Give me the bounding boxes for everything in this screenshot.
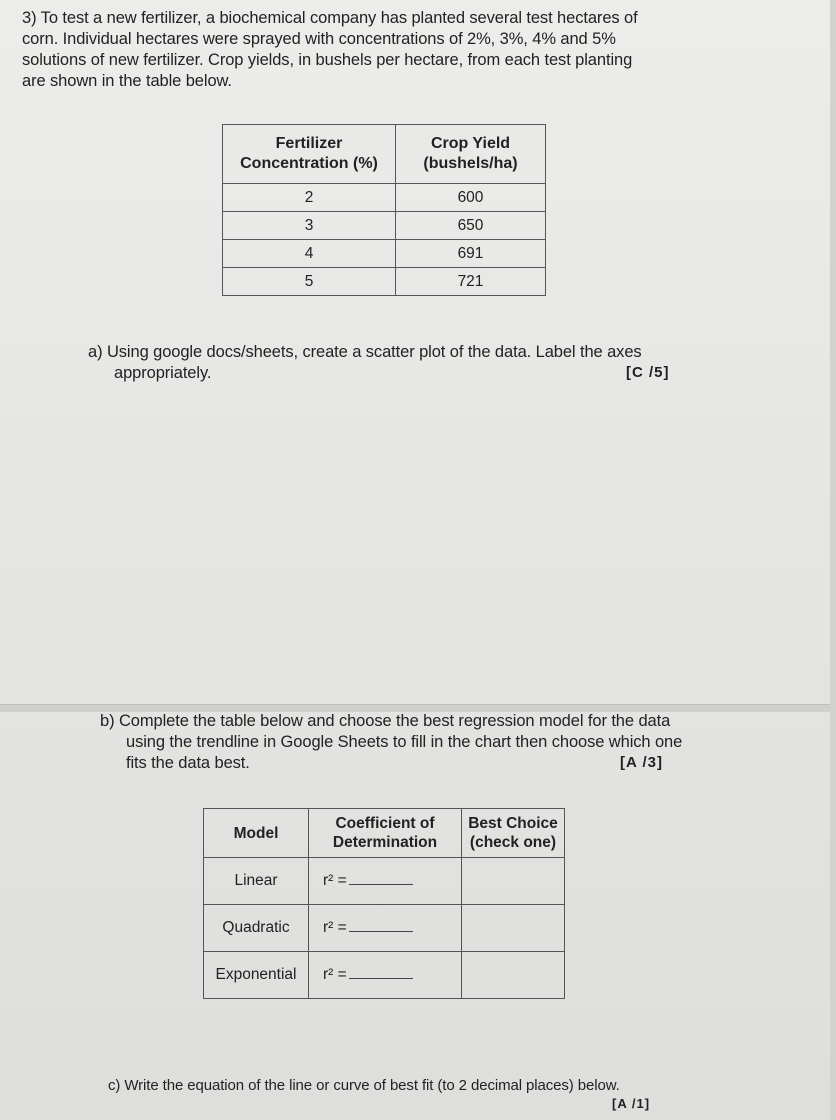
answer-blank[interactable] [349,966,413,979]
part-a-marks: [C /5] [626,364,670,381]
part-b-line-2: using the trendline in Google Sheets to fill in the chart then choose which one [126,733,683,751]
header-crop-yield: Crop Yield (bushels/ha) [396,125,546,184]
model-name-cell: Quadratic [204,905,309,952]
best-choice-checkbox-cell[interactable] [462,905,565,952]
r-squared-field[interactable]: r² = [309,858,462,905]
best-choice-checkbox-cell[interactable] [462,858,565,905]
question-line-1: To test a new fertilizer, a biochemical company has planted several test hectares of [40,9,638,27]
page-edge [830,0,836,1120]
answer-blank[interactable] [349,919,413,932]
part-c-text: c) Write the equation of the line or curve of best fit (to 2 decimal places) below. [108,1077,620,1094]
table-header-row [223,125,546,184]
part-a-line-1: a) Using google docs/sheets, create a scatter plot of the data. Label the axes [88,343,642,361]
part-c-marks: [A /1] [612,1096,651,1111]
part-b-line-3: fits the data best. [126,754,250,772]
model-name-cell: Exponential [204,952,309,999]
header-model: Model [204,809,309,858]
header-concentration: Fertilizer Concentration (%) [223,125,396,184]
fertilizer-data-table [222,124,546,296]
yield-cell: 691 [396,240,546,268]
question-number: 3) [22,9,37,27]
r-squared-field[interactable]: r² = [309,905,462,952]
best-choice-checkbox-cell[interactable] [462,952,565,999]
table-row [204,905,565,952]
table-row [223,184,546,212]
table-row [223,268,546,296]
concentration-cell: 4 [223,240,396,268]
r-squared-field[interactable]: r² = [309,952,462,999]
concentration-cell: 3 [223,212,396,240]
table-header-row [204,809,565,858]
yield-cell: 650 [396,212,546,240]
question-line-2: corn. Individual hectares were sprayed with concentrations of 2%, 3%, 4% and 5% [22,30,616,48]
header-coefficient: Coefficient of Determination [309,809,462,858]
concentration-cell: 5 [223,268,396,296]
model-name-cell: Linear [204,858,309,905]
header-best-choice: Best Choice (check one) [462,809,565,858]
part-b-line-1: b) Complete the table below and choose the best regression model for the data [100,712,671,730]
concentration-cell: 2 [223,184,396,212]
question-line-3: solutions of new fertilizer. Crop yields, in bushels per hectare, from each test planting [22,51,633,69]
question-line-4: are shown in the table below. [22,72,232,90]
answer-blank[interactable] [349,872,413,885]
yield-cell: 600 [396,184,546,212]
table-row [223,212,546,240]
yield-cell: 721 [396,268,546,296]
question-3-text [22,8,742,92]
table-row [204,858,565,905]
part-a-line-2: appropriately. [114,364,212,382]
table-row [223,240,546,268]
part-b-marks: [A /3] [620,754,663,771]
regression-model-table [203,808,565,999]
table-row [204,952,565,999]
